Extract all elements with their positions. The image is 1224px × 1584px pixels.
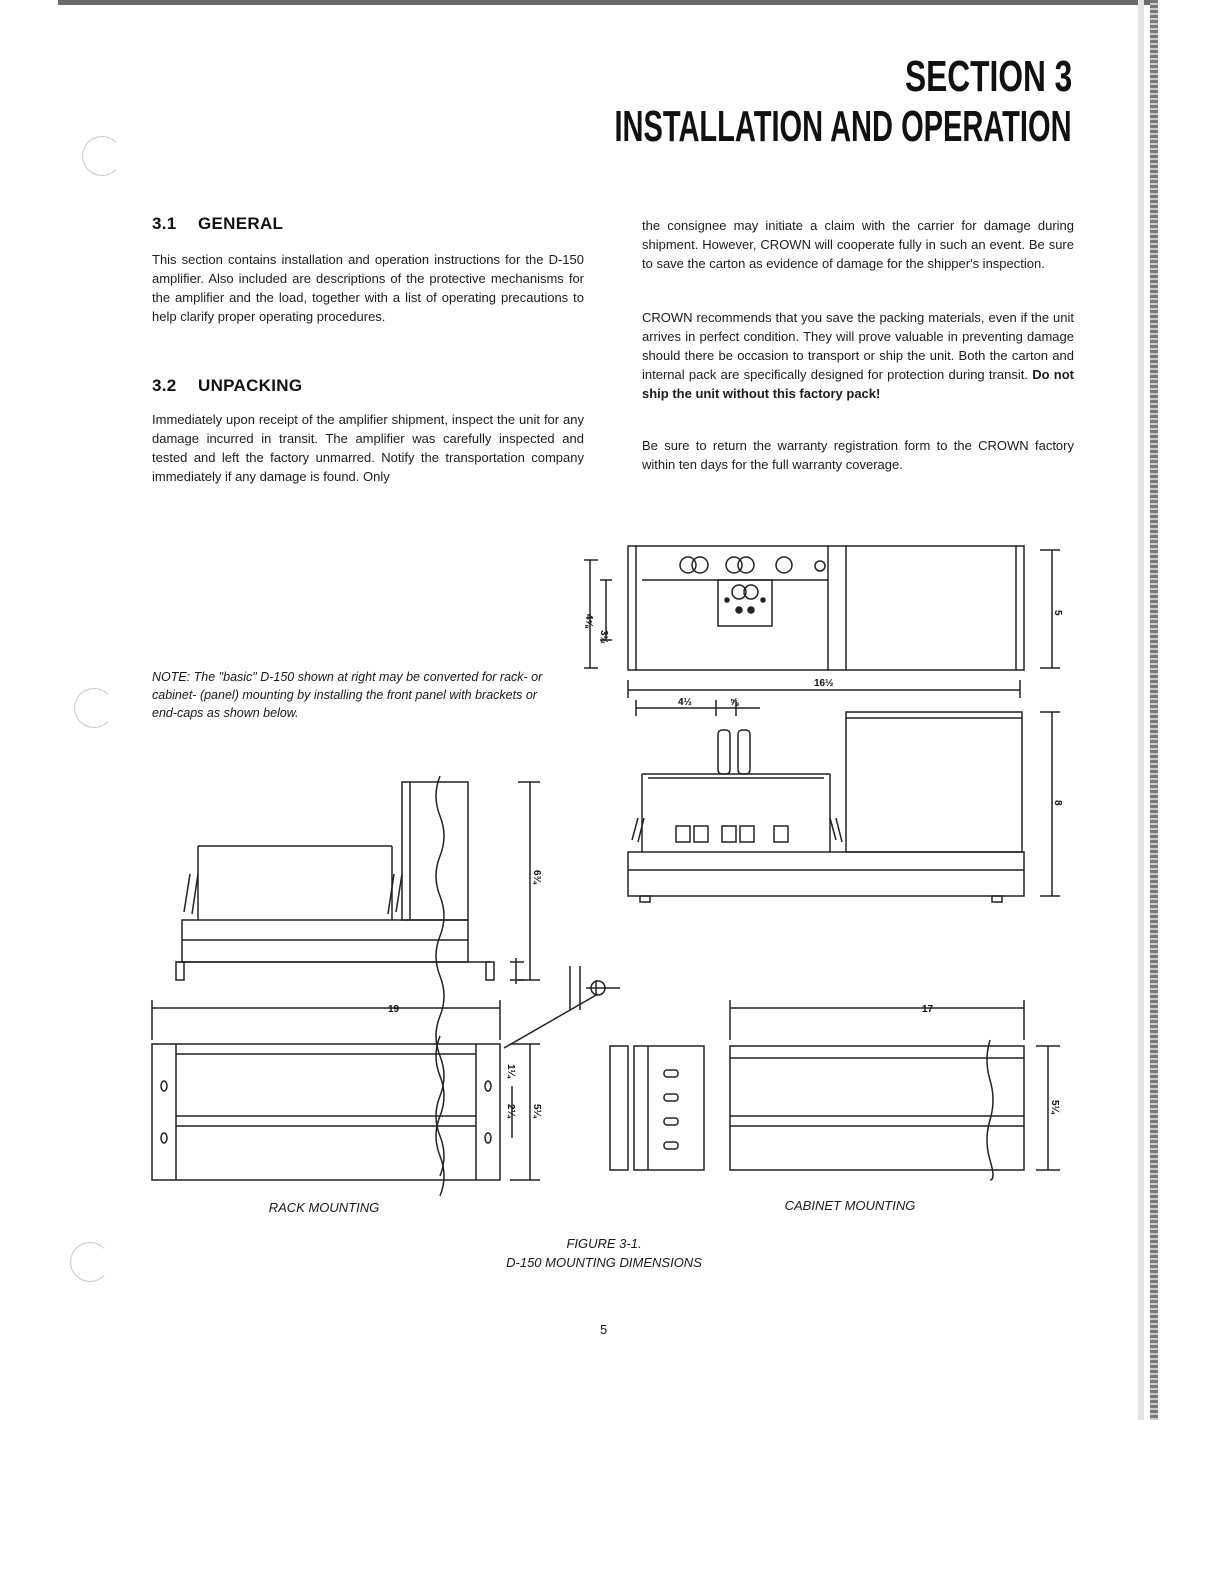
figure-caption-title: D-150 MOUNTING DIMENSIONS [506,1255,702,1270]
paragraph-packing-text: CROWN recommends that you save the packing materials, even if the unit arrives in perfect condition. They will prove valuable in preventing damage should there be occasion to transport or ship the unit. Both the carton and internal pack are specifically designed for protection during transit. [642,310,1074,382]
paragraph-general: This section contains installation and operation instructions for the D-150 amplifier. Also included are descriptions of the protective mechanisms for the amplifier and the load, together with a list of operating precautions to help clarify proper operating procedures. [152,252,584,324]
bracket-detail-drawing [504,966,620,1048]
dim-front-height-a: 4⅝ [583,614,594,628]
section-number: SECTION 3 [904,52,1072,101]
dim-cabinet-height: 5¼ [1049,1100,1060,1114]
paragraph-packing-warning: Do not ship the unit without this factory pack! [642,367,1074,401]
section-title: INSTALLATION AND OPERATION [614,102,1072,151]
dim-rack-panel-height: 5¼ [531,1104,542,1118]
heading-unpacking-text: UNPACKING [198,376,303,395]
dim-side-offset-b: ⅝ [730,697,739,708]
side-view-drawing [628,712,1024,902]
page-number: 5 [600,1322,608,1337]
dim-cabinet-width: 17 [922,1004,934,1015]
label-cabinet-mounting: CABINET MOUNTING [784,1198,916,1213]
dim-side-height: 8 [1052,800,1063,806]
paragraph-warranty: Be sure to return the warranty registration form to the CROWN factory within ten days for the full warranty coverage. [642,438,1074,472]
rack-side-drawing [176,782,494,980]
figure-caption-number: FIGURE 3-1. [566,1236,642,1251]
heading-unpacking-number: 3.2 [152,376,177,395]
heading-general-number: 3.1 [152,214,177,233]
dim-rack-hole-b: 2¼ [505,1104,516,1118]
rack-front-drawing [152,1036,500,1196]
label-rack-mounting: RACK MOUNTING [268,1200,380,1215]
dim-front-height-b: 3½ [598,630,609,644]
dim-overall-width: 16½ [814,678,834,689]
dim-rack-hole-a: 1¼ [505,1064,516,1078]
dim-rack-width: 19 [388,1004,400,1015]
paragraph-unpacking: Immediately upon receipt of the amplifier shipment, inspect the unit for any damage incurred in transit. The amplifier was carefully inspected and tested and left the factory unmarred. Notify the transportation company immediately if any damage is found. Only [152,412,584,484]
cabinet-front-drawing [730,1040,1024,1180]
dim-rack-height: 6¾ [531,870,542,884]
dim-overall-height: 5 [1052,610,1063,616]
paragraph-claim: the consignee may initiate a claim with the carrier for damage during shipment. However, CROWN will cooperate fully in such an event. Be sure to save the carton as evidence of damage for the shipper's inspection. [642,218,1074,271]
dim-side-offset-a: 4½ [678,697,692,708]
heading-general-text: GENERAL [198,214,284,233]
figure-note: NOTE: The "basic" D-150 shown at right may be converted for rack- or cabinet- (panel) mounting by installing the front panel with brackets or end-caps as shown below. [152,670,543,720]
cabinet-end-drawing [610,1046,704,1170]
front-view-drawing [628,546,1024,670]
